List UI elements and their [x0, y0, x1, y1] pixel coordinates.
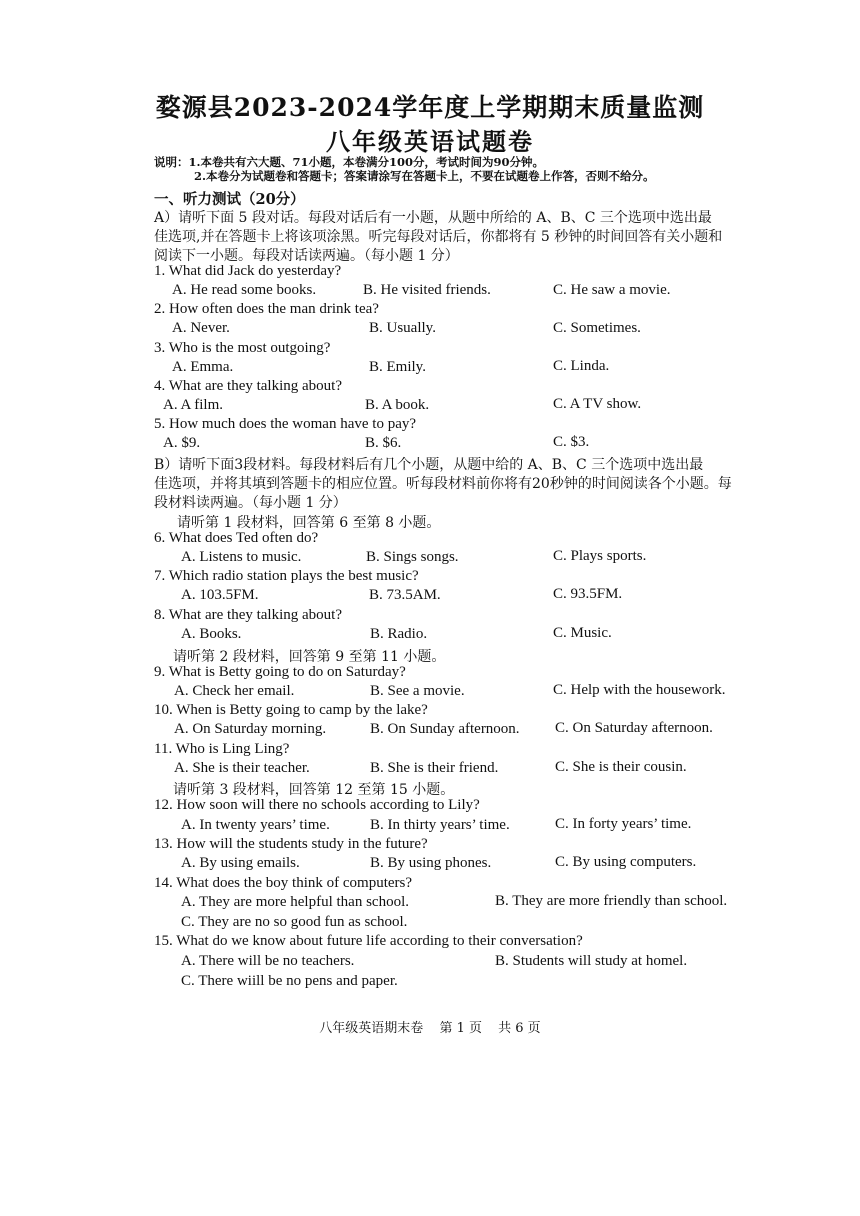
question-11: 11. Who is Ling Ling?	[154, 741, 290, 757]
q3-option-b: B. Emily.	[369, 359, 426, 375]
q12-option-b: B. In thirty years’ time.	[370, 817, 510, 833]
part-a-instruction-3: 阅读下一小题。每段对话读两遍。（每小题 1 分）	[154, 248, 459, 264]
part-b-instruction-2: 佳选项，并将其填到答题卡的相应位置。听每段材料前你将有20秒钟的时间阅读各个小题。每	[154, 476, 732, 492]
q9-option-b: B. See a movie.	[370, 683, 465, 699]
q15-option-b: B. Students will study at homel.	[495, 953, 688, 969]
part-a-instruction-1: A）请听下面 5 段对话。每段对话后有一小题，从题中所给的 A、B、C 三个选项中选出最	[154, 210, 712, 226]
q14-option-b: B. They are more friendly than school.	[495, 893, 728, 909]
question-5: 5. How much does the woman have to pay?	[154, 416, 417, 432]
q4-option-c: C. A TV show.	[553, 396, 642, 412]
question-10: 10. When is Betty going to camp by the lake?	[154, 702, 428, 718]
question-9: 9. What is Betty going to do on Saturday?	[154, 664, 406, 680]
q9-option-a: A. Check her email.	[174, 683, 295, 699]
q4-option-a: A. A film.	[163, 397, 224, 413]
footer-exam-name: 八年级英语期末卷	[319, 1021, 424, 1036]
question-13: 13. How will the students study in the future?	[154, 836, 428, 852]
q4-option-b: B. A book.	[365, 397, 430, 413]
note-line-2: 2.本卷分为试题卷和答题卡；答案请涂写在答题卡上，不要在试题卷上作答，否则不给分。	[194, 169, 655, 183]
q6-option-b: B. Sings songs.	[366, 549, 459, 565]
exam-title: 婺源县2023-2024学年度上学期期末质量监测	[155, 93, 705, 122]
sub-instruction-2: 请听第 2 段材料，回答第 9 至第 11 小题。	[173, 649, 446, 665]
q10-option-c: C. On Saturday afternoon.	[555, 720, 713, 736]
question-6: 6. What does Ted often do?	[154, 530, 319, 546]
q12-option-c: C. In forty years’ time.	[555, 816, 692, 832]
q5-option-a: A. $9.	[163, 435, 201, 451]
question-1: 1. What did Jack do yesterday?	[154, 263, 342, 279]
q5-option-b: B. $6.	[365, 435, 402, 451]
q7-option-a: A. 103.5FM.	[181, 587, 259, 603]
q2-option-b: B. Usually.	[369, 320, 436, 336]
sub-instruction-3: 请听第 3 段材料，回答第 12 至第 15 小题。	[173, 782, 455, 798]
q15-option-a: A. There will be no teachers.	[181, 953, 355, 969]
question-4: 4. What are they talking about?	[154, 378, 342, 394]
question-12: 12. How soon will there no schools according to Lily?	[154, 797, 480, 813]
part-b-instruction-1: B）请听下面3段材料。每段材料后有几个小题，从题中给的 A、B、C 三个选项中选出最	[154, 457, 704, 473]
page-footer	[0, 1017, 860, 1036]
question-14: 14. What does the boy think of computers?	[154, 875, 413, 891]
question-7: 7. Which radio station plays the best music?	[154, 568, 419, 584]
exam-subtitle: 八年级英语试题卷	[326, 127, 534, 156]
footer-total-pages: 共 6 页	[498, 1021, 541, 1036]
question-8: 8. What are they talking about?	[154, 607, 342, 623]
q8-option-b: B. Radio.	[370, 626, 428, 642]
part-a-instruction-2: 佳选项,并在答题卡上将该项涂黑。听完每段对话后，你都将有 5 秒钟的时间回答有关小题和	[154, 229, 723, 245]
q2-option-c: C. Sometimes.	[553, 320, 641, 336]
q13-option-a: A. By using emails.	[181, 855, 300, 871]
sub-instruction-1: 请听第 1 段材料，回答第 6 至第 8 小题。	[177, 515, 441, 531]
q11-option-b: B. She is their friend.	[370, 760, 499, 776]
q2-option-a: A. Never.	[172, 320, 230, 336]
section-heading: 一、听力测试（20分）	[154, 191, 305, 208]
q6-option-a: A. Listens to music.	[181, 549, 302, 565]
q10-option-a: A. On Saturday morning.	[174, 721, 327, 737]
q10-option-b: B. On Sunday afternoon.	[370, 721, 520, 737]
q15-option-c: C. There wiill be no pens and paper.	[181, 973, 398, 989]
q13-option-c: C. By using computers.	[555, 854, 697, 870]
q13-option-b: B. By using phones.	[370, 855, 492, 871]
q14-option-a: A. They are more helpful than school.	[181, 894, 409, 910]
question-15: 15. What do we know about future life according to their conversation?	[154, 933, 583, 949]
part-b-instruction-3: 段材料读两遍。（每小题 1 分）	[154, 495, 347, 511]
q1-option-c: C. He saw a movie.	[553, 282, 671, 298]
note-line-1: 说明：1.本卷共有六大题、71小题，本卷满分100分，考试时间为90分钟。	[154, 155, 545, 169]
q1-option-b: B. He visited friends.	[363, 282, 491, 298]
question-3: 3. Who is the most outgoing?	[154, 340, 331, 356]
footer-page-number: 第 1 页	[439, 1021, 482, 1036]
q1-option-a: A. He read some books.	[172, 282, 317, 298]
q12-option-a: A. In twenty years’ time.	[181, 817, 330, 833]
q6-option-c: C. Plays sports.	[553, 548, 647, 564]
q5-option-c: C. $3.	[553, 434, 590, 450]
q9-option-c: C. Help with the housework.	[553, 682, 726, 698]
q7-option-b: B. 73.5AM.	[369, 587, 441, 603]
q7-option-c: C. 93.5FM.	[553, 586, 623, 602]
q8-option-a: A. Books.	[181, 626, 242, 642]
q3-option-c: C. Linda.	[553, 358, 610, 374]
q11-option-a: A. She is their teacher.	[174, 760, 310, 776]
q11-option-c: C. She is their cousin.	[555, 759, 687, 775]
question-2: 2. How often does the man drink tea?	[154, 301, 379, 317]
q8-option-c: C. Music.	[553, 625, 612, 641]
q3-option-a: A. Emma.	[172, 359, 234, 375]
q14-option-c: C. They are no so good fun as school.	[181, 914, 408, 930]
